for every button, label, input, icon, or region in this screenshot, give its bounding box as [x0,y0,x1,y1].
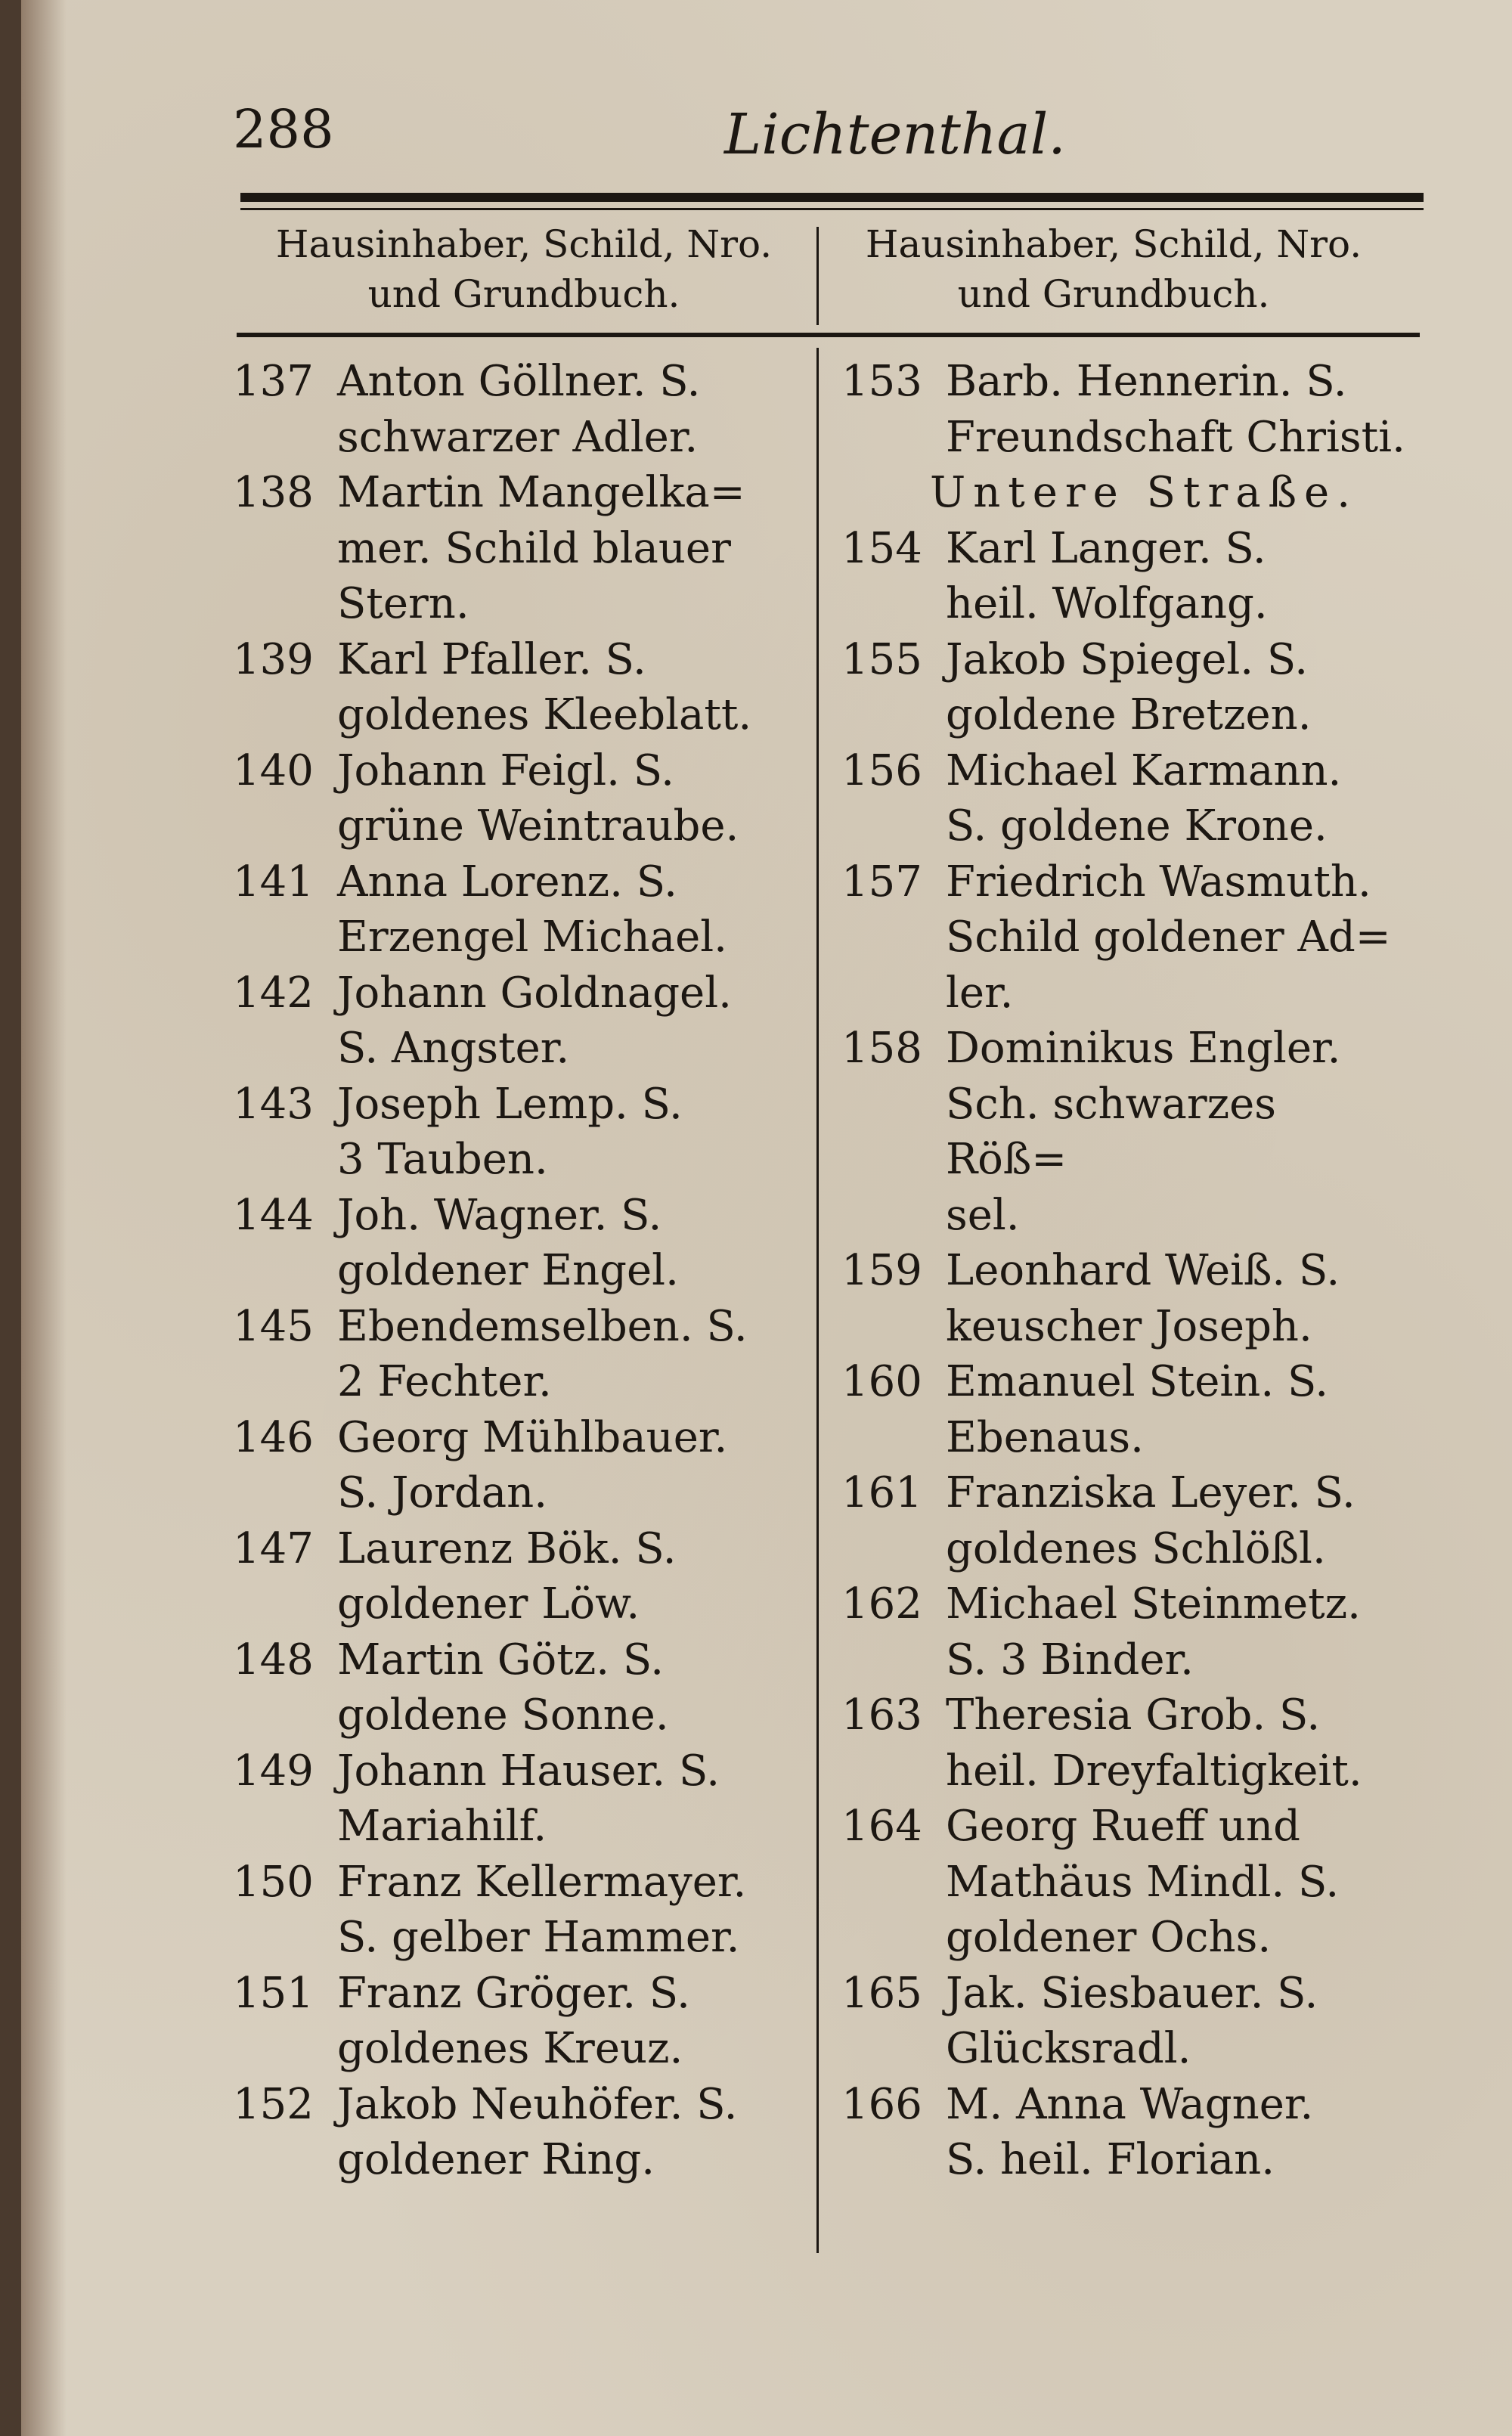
entry-line: Glücksradl. [946,2024,1191,2073]
header-rule-thick [240,193,1424,202]
entry-text [946,1966,1424,2077]
entry-number: 153 [841,357,922,406]
entry-line: Freundschaft Christi. [946,412,1405,462]
entry-text [337,743,815,854]
entry-number: 138 [233,468,314,517]
entry-text [946,1021,1424,1243]
entry-text [337,465,815,632]
section-heading: Untere Straße. [930,468,1358,517]
entry-number: 149 [233,1746,314,1796]
register-entry [841,1576,1424,1688]
entry-number: 157 [841,857,922,907]
column-header-right-line: und Grundbuch. [957,272,1270,316]
entry-text [337,1299,815,1410]
register-entry [233,743,815,854]
entry-line: goldenes Kreuz. [337,2024,683,2073]
entry-number: 137 [233,357,314,406]
entry-text [337,1966,815,2077]
entry-line: Franz Kellermayer. [337,1857,747,1907]
entry-line: Johann Hauser. S. [337,1746,720,1796]
right-entries-after [841,521,1424,2188]
entry-text [337,2077,815,2188]
right-entries-before [841,354,1424,465]
entry-line: ler. [946,968,1014,1018]
entry-line: Joseph Lemp. S. [337,1079,683,1129]
entry-line: Karl Pfaller. S. [337,634,646,684]
entry-number: 143 [233,1079,314,1129]
entry-line: Mathäus Mindl. S. [946,1857,1340,1907]
entry-number: 148 [233,1635,314,1684]
entry-line: Leonhard Weiß. S. [946,1246,1340,1295]
entry-line: Michael Karmann. [946,745,1342,795]
entry-line: Martin Götz. S. [337,1635,665,1684]
register-entry [233,1299,815,1410]
column-divider-header [816,227,819,325]
entry-line: Erzengel Michael. [337,913,727,962]
register-entry [841,354,1424,465]
page-number: 288 [233,98,334,160]
register-entry [233,965,815,1077]
entry-line: Franz Gröger. S. [337,1968,690,2018]
entry-line: Ebendemselben. S. [337,1301,748,1351]
entry-line: Jakob Spiegel. S. [946,634,1309,684]
entry-text [337,632,815,743]
entry-line: Schild goldener Ad= [946,913,1391,962]
entry-line: goldenes Kleeblatt. [337,690,752,739]
entry-number: 147 [233,1523,314,1573]
entry-line: Emanuel Stein. S. [946,1357,1329,1406]
entry-number: 160 [841,1357,922,1406]
column-header-left-line: Hausinhaber, Schild, Nro. [275,222,773,266]
entry-text [946,632,1424,743]
right-column [841,354,1424,2188]
entry-number: 150 [233,1857,314,1907]
register-entry [841,1354,1424,1465]
column-header-left-line: und Grundbuch. [367,272,680,316]
entry-line: goldener Ring. [337,2135,655,2184]
entry-line: Mariahilf. [337,1802,547,1851]
register-entry [233,1743,815,1855]
entry-text [946,1354,1424,1465]
register-entry [233,465,815,632]
entry-line: S. heil. Florian. [946,2135,1275,2184]
entry-text [337,1410,815,1521]
entry-number: 159 [841,1246,922,1295]
entry-line: Georg Mühlbauer. [337,1412,728,1462]
entry-line: Laurenz Bök. S. [337,1523,677,1573]
book-page [21,0,1512,2436]
entry-line: Franziska Leyer. S. [946,1468,1356,1517]
register-entry [841,854,1424,1021]
entry-line: Dominikus Engler. [946,1024,1341,1073]
entry-number: 151 [233,1968,314,2018]
entry-text [337,965,815,1077]
entry-line: S. gelber Hammer. [337,1913,740,1962]
entry-line: schwarzer Adler. [337,412,699,462]
entry-line: M. Anna Wagner. [946,2079,1314,2129]
entry-number: 164 [841,1802,922,1851]
entry-number: 158 [841,1024,922,1073]
entry-line: Ebenaus. [946,1412,1144,1462]
entry-number: 145 [233,1301,314,1351]
entry-line: S. 3 Binder. [946,1635,1194,1684]
running-head: Lichtenthal. [724,102,1066,167]
entry-line: goldener Löw. [337,1579,640,1629]
entry-number: 163 [841,1691,922,1740]
entry-number: 156 [841,745,922,795]
register-entry [841,521,1424,632]
entry-line: grüne Weintraube. [337,801,739,851]
entry-line: goldene Bretzen. [946,690,1312,739]
entry-number: 165 [841,1968,922,2018]
entry-line: Joh. Wagner. S. [337,1190,662,1240]
entry-line: Georg Rueff und [946,1802,1300,1851]
entry-line: Martin Mangelka= [337,468,745,517]
entry-number: 141 [233,857,314,907]
register-entry [233,2077,815,2188]
entry-number: 144 [233,1190,314,1240]
entry-line: mer. Schild blauer [337,523,731,573]
entry-text [946,521,1424,632]
entry-number: 154 [841,523,922,573]
entry-number: 142 [233,968,314,1018]
register-entry [841,2077,1424,2188]
entry-line: Anton Göllner. S. [337,357,701,406]
register-entry [233,1632,815,1743]
register-entry [841,1021,1424,1243]
entry-line: goldene Sonne. [337,1691,669,1740]
entry-line: Johann Feigl. S. [337,745,674,795]
entry-line: Theresia Grob. S. [946,1691,1321,1740]
entry-text [946,354,1424,465]
entry-text [337,1743,815,1855]
rule-under-header [237,333,1420,337]
entry-line: Michael Steinmetz. [946,1579,1361,1629]
entry-number: 155 [841,634,922,684]
entry-text [337,1855,815,1966]
entry-text [337,354,815,465]
entry-number: 166 [841,2079,922,2129]
entry-line: S. Angster. [337,1024,570,1073]
entry-text [946,2077,1424,2188]
entry-text [946,1243,1424,1354]
entry-line: Karl Langer. S. [946,523,1266,573]
register-entry [233,1966,815,2077]
spine-shadow [21,0,67,2436]
entry-number: 162 [841,1579,922,1629]
register-entry [841,1688,1424,1799]
register-entry [841,1243,1424,1354]
register-entry [233,354,815,465]
register-entry [841,1966,1424,2077]
entry-number: 161 [841,1468,922,1517]
register-entry [233,1077,815,1188]
entry-line: Sch. schwarzes Röß= [946,1079,1277,1184]
column-header-left [233,219,815,319]
entry-text [337,1077,815,1188]
entry-line: Friedrich Wasmuth. [946,857,1371,907]
entry-line: goldenes Schlößl. [946,1523,1326,1573]
entry-number: 152 [233,2079,314,2129]
left-column [233,354,815,2188]
register-entry [233,1855,815,1966]
register-entry [233,1410,815,1521]
entry-text [337,1188,815,1299]
entry-number: 146 [233,1412,314,1462]
entry-line: heil. Wolfgang. [946,579,1268,628]
entry-line: Jak. Siesbauer. S. [946,1968,1318,2018]
entry-line: S. goldene Krone. [946,801,1328,851]
entry-number: 139 [233,634,314,684]
entry-text [337,1521,815,1632]
entry-text [946,854,1424,1021]
entry-line: 3 Tauben. [337,1135,548,1184]
entry-number: 140 [233,745,314,795]
entry-text [946,1465,1424,1576]
header-rule-thin [240,208,1424,210]
column-header-right [823,219,1405,319]
entry-text [337,1632,815,1743]
register-entry [233,632,815,743]
entry-line: keuscher Joseph. [946,1301,1312,1351]
column-header-right-line: Hausinhaber, Schild, Nro. [865,222,1362,266]
entry-line: Jakob Neuhöfer. S. [337,2079,738,2129]
entry-text [337,854,815,965]
entry-line: heil. Dreyfaltigkeit. [946,1746,1362,1796]
entry-line: sel. [946,1190,1020,1240]
register-entry [233,854,815,965]
register-entry [233,1521,815,1632]
entry-text [946,1688,1424,1799]
entry-line: Stern. [337,579,469,628]
entry-line: goldener Ochs. [946,1913,1272,1962]
entry-text [946,743,1424,854]
entry-line: Johann Goldnagel. [337,968,732,1018]
entry-text [946,1799,1424,1966]
register-entry [841,1799,1424,1966]
entry-line: S. Jordan. [337,1468,548,1517]
register-entry [841,1465,1424,1576]
register-entry [841,743,1424,854]
entry-line: Anna Lorenz. S. [337,857,677,907]
register-entry [841,632,1424,743]
entry-line: Barb. Hennerin. S. [946,357,1347,406]
entry-line: 2 Fechter. [337,1357,552,1406]
register-entry [233,1188,815,1299]
entry-line: goldener Engel. [337,1246,679,1295]
entry-text [946,1576,1424,1688]
column-divider [816,348,819,2253]
